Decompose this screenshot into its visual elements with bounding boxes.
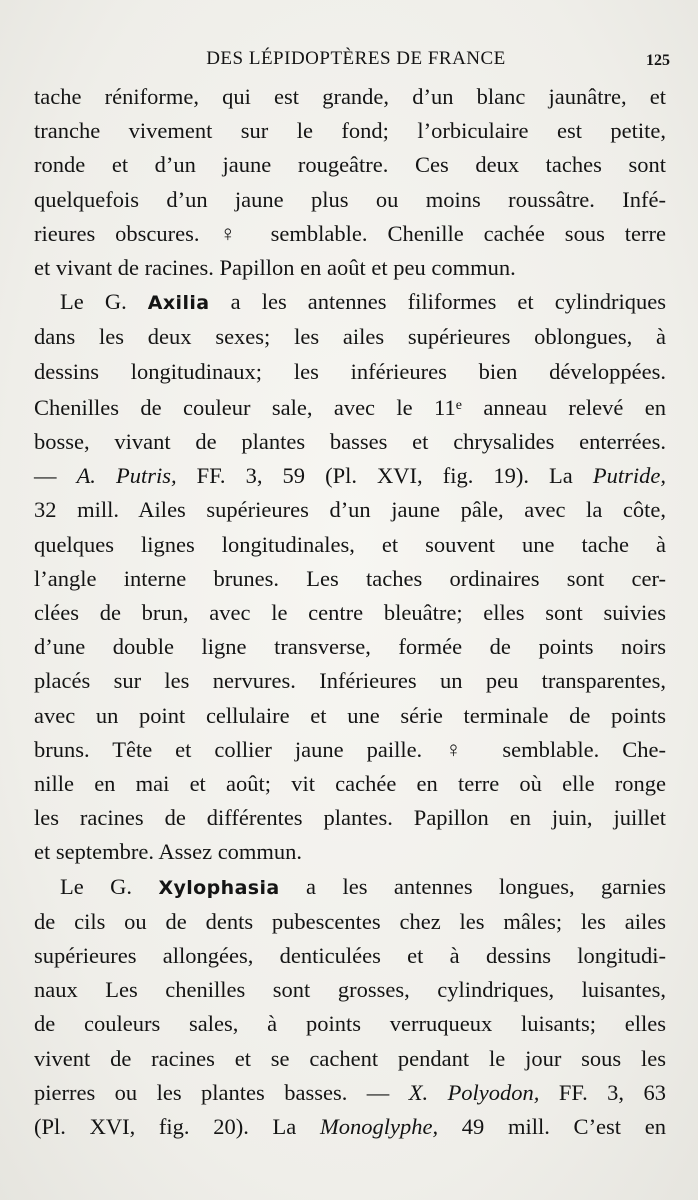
text-run: Le G. xyxy=(60,873,159,899)
text-run: 49 mill. C’est en xyxy=(438,1114,666,1140)
running-title: DES LÉPIDOPTÈRES DE FRANCE xyxy=(206,48,506,69)
text-run: FF. 3, 63 xyxy=(539,1079,667,1105)
text-line: d’une double ligne transverse, formée de points noirs xyxy=(34,634,666,660)
species-name: X. Polyodon, xyxy=(408,1079,540,1105)
paragraph-1 xyxy=(34,80,666,285)
text-line xyxy=(34,459,666,493)
text-line xyxy=(34,285,666,320)
text-line: et vivant de racines. Papillon en août et peu commun. xyxy=(34,255,516,281)
text-run: a les antennes filiformes et cylindriques xyxy=(209,289,666,315)
text-run: — xyxy=(34,463,77,489)
text-line: clées de brun, avec le centre bleuâtre; elles sont suivies xyxy=(34,600,666,626)
text-line: placés sur les nervures. Inférieures un peu transparentes, xyxy=(34,668,666,694)
text-line: les racines de différentes plantes. Papillon en juin, juillet xyxy=(34,805,666,831)
text-line: dessins longitudinaux; les inférieures bien développées. xyxy=(34,358,666,384)
text-line: l’angle interne brunes. Les taches ordinaires sont cer- xyxy=(34,565,666,591)
text-run: pierres ou les plantes basses. — xyxy=(34,1079,409,1105)
text-line: 32 mill. Ailes supérieures d’un jaune pâle, avec la côte, xyxy=(34,497,666,523)
text-line xyxy=(34,1110,666,1144)
text-line: quelquefois d’un jaune plus ou moins roussâtre. Infé- xyxy=(34,186,666,212)
text-line: bosse, vivant de plantes basses et chrysalides enterrées. xyxy=(34,429,666,455)
page-number: 125 xyxy=(646,52,670,69)
text-run: a les antennes longues, garnies xyxy=(279,873,666,899)
text-run: (Pl. XVI, fig. 20). La xyxy=(34,1114,320,1140)
text-line: rieures obscures. ♀ semblable. Chenille cachée sous terre xyxy=(34,220,666,246)
common-name: Monoglyphe, xyxy=(319,1114,439,1140)
text-run: Le G. xyxy=(60,289,148,315)
text-line: naux Les chenilles sont grosses, cylindriques, luisantes, xyxy=(34,977,666,1003)
text-line: ronde et d’un jaune rougeâtre. Ces deux taches sont xyxy=(34,152,666,178)
genus-name: Axilia xyxy=(147,292,210,315)
paragraph-axilia xyxy=(34,285,666,869)
species-name: A. Putris, xyxy=(76,463,177,489)
text-line: avec un point cellulaire et une série terminale de points xyxy=(34,702,666,728)
text-line xyxy=(34,389,666,425)
text-run: Chenilles de couleur sale, avec le 11 xyxy=(34,394,456,420)
text-line: de cils ou de dents pubescentes chez les mâles; les ailes xyxy=(34,908,666,934)
text-line: vivent de racines et se cachent pendant le jour sous les xyxy=(34,1045,666,1071)
paragraph-xylophasia xyxy=(34,870,666,1145)
page-header xyxy=(36,46,676,76)
text-line: supérieures allongées, denticulées et à dessins longitudi- xyxy=(34,943,666,969)
genus-name: Xylophasia xyxy=(158,876,280,899)
text-line: tranche vivement sur le fond; l’orbiculaire est petite, xyxy=(34,118,666,144)
text-line: quelques lignes longitudinales, et souvent une tache à xyxy=(34,531,666,557)
text-line xyxy=(34,1076,666,1110)
text-line: bruns. Tête et collier jaune paille. ♀ semblable. Che- xyxy=(34,736,666,762)
text-line: de couleurs sales, à points verruqueux luisants; elles xyxy=(34,1011,666,1037)
common-name: Putride, xyxy=(592,463,666,489)
text-run: anneau relevé en xyxy=(461,394,666,420)
text-body xyxy=(34,80,666,1144)
text-line: tache réniforme, qui est grande, d’un blanc jaunâtre, et xyxy=(34,84,666,109)
text-line xyxy=(34,870,666,905)
text-line: dans les deux sexes; les ailes supérieures oblongues, à xyxy=(34,324,666,350)
text-run: FF. 3, 59 (Pl. XVI, fig. 19). La xyxy=(176,463,593,489)
text-line: nille en mai et août; vit cachée en terre où elle ronge xyxy=(34,771,666,797)
superscript: e xyxy=(455,397,462,413)
text-line: et septembre. Assez commun. xyxy=(34,839,303,865)
